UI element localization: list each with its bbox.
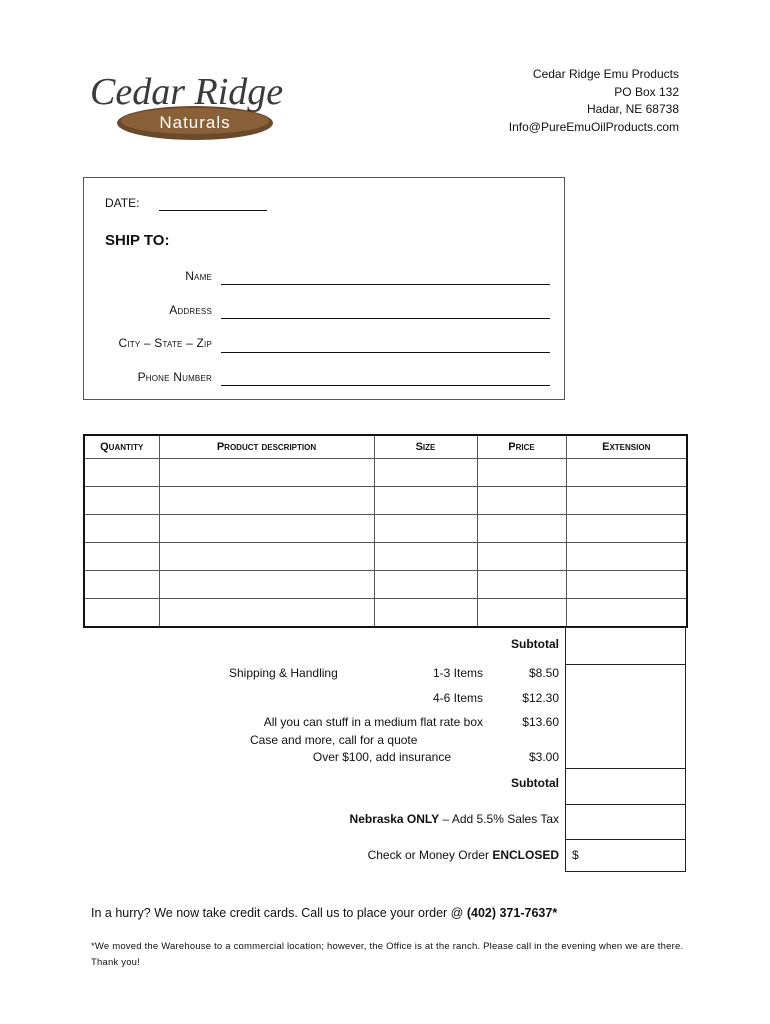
tier-1-label: 1-3 Items — [432, 666, 483, 680]
ship-to-heading: SHIP TO: — [105, 232, 170, 249]
phone-number-label: Phone Number — [137, 370, 212, 384]
extension-cell[interactable] — [566, 599, 687, 628]
size-cell[interactable] — [374, 487, 477, 515]
size-cell[interactable] — [374, 459, 477, 487]
table-row — [84, 599, 687, 628]
sales-tax-label — [350, 812, 559, 826]
logo-text-naturals: Naturals — [159, 113, 231, 132]
size-cell[interactable] — [374, 599, 477, 628]
divider — [566, 839, 685, 840]
hurry-text: In a hurry? We now take credit cards. Call us to place your order @ — [91, 906, 467, 920]
price-cell[interactable] — [477, 459, 566, 487]
date-label: DATE: — [105, 196, 140, 210]
tier-2-price: $12.30 — [522, 691, 559, 705]
tier-3-price: $13.60 — [522, 715, 559, 729]
table-row — [84, 487, 687, 515]
size-cell[interactable] — [374, 543, 477, 571]
order-phone: (402) 371-7637 — [466, 906, 553, 920]
warehouse-note: *We moved the Warehouse to a commercial location; however, the Office is at the ranch. Please call in the evening when we are there. Thank you! — [91, 941, 684, 968]
extension-cell[interactable] — [566, 571, 687, 599]
company-po-box: PO Box 132 — [614, 84, 679, 99]
quantity-cell[interactable] — [84, 543, 159, 571]
tier-3-label: All you can stuff in a medium flat rate box — [263, 715, 483, 729]
check-enclosed-label — [368, 848, 559, 862]
totals-column — [565, 627, 686, 872]
size-cell[interactable] — [374, 571, 477, 599]
extension-cell[interactable] — [566, 487, 687, 515]
address-field[interactable] — [221, 318, 550, 319]
table-row — [84, 515, 687, 543]
description-cell[interactable] — [159, 459, 374, 487]
price-cell[interactable] — [477, 515, 566, 543]
size-cell[interactable] — [374, 515, 477, 543]
price-cell[interactable] — [477, 599, 566, 628]
header-price: Price — [477, 435, 566, 459]
check-enclosed-bold: ENCLOSED — [492, 848, 559, 862]
quantity-cell[interactable] — [84, 571, 159, 599]
description-cell[interactable] — [159, 599, 374, 628]
sales-tax-rate: – Add 5.5% Sales Tax — [439, 812, 559, 826]
price-cell[interactable] — [477, 487, 566, 515]
address-label: Address — [169, 303, 212, 317]
sales-tax-state: Nebraska ONLY — [349, 812, 440, 826]
logo-text-cedar-ridge: Cedar Ridge — [90, 71, 284, 113]
sales-tax-field[interactable] — [566, 805, 685, 839]
quantity-cell[interactable] — [84, 487, 159, 515]
subtotal-label: Subtotal — [511, 637, 559, 651]
city-state-zip-field[interactable] — [221, 352, 550, 353]
tier-2-label: 4-6 Items — [432, 691, 483, 705]
company-address — [509, 66, 679, 136]
extension-cell[interactable] — [566, 459, 687, 487]
company-logo — [88, 66, 308, 146]
date-field[interactable] — [159, 210, 267, 211]
subtotal-field[interactable] — [566, 628, 685, 664]
tier-1-price: $8.50 — [528, 666, 559, 680]
city-state-zip-label: City – State – Zip — [118, 336, 212, 350]
header-product-description: Product description — [159, 435, 374, 459]
shipping-field[interactable] — [566, 665, 685, 768]
price-cell[interactable] — [477, 571, 566, 599]
name-label: Name — [185, 269, 212, 283]
table-header-row — [84, 435, 687, 459]
description-cell[interactable] — [159, 543, 374, 571]
description-cell[interactable] — [159, 571, 374, 599]
header-quantity: Quantity — [84, 435, 159, 459]
table-row — [84, 543, 687, 571]
insurance-price: $3.00 — [528, 750, 559, 764]
company-city: Hadar, NE 68738 — [586, 102, 679, 116]
subtotal-2-label: Subtotal — [511, 776, 559, 790]
phone-number-field[interactable] — [221, 385, 550, 386]
shipping-handling-label: Shipping & Handling — [229, 666, 338, 680]
quantity-cell[interactable] — [84, 599, 159, 628]
price-cell[interactable] — [477, 543, 566, 571]
company-name: Cedar Ridge Emu Products — [532, 67, 679, 81]
subtotal-2-field[interactable] — [566, 769, 685, 804]
check-label-text: Check or Money Order — [367, 848, 493, 862]
insurance-label: Over $100, add insurance — [312, 750, 451, 764]
order-items-table — [83, 434, 688, 628]
description-cell[interactable] — [159, 515, 374, 543]
table-row — [84, 459, 687, 487]
header-size: Size — [374, 435, 477, 459]
quantity-cell[interactable] — [84, 515, 159, 543]
extension-cell[interactable] — [566, 543, 687, 571]
case-quote-label: Case and more, call for a quote — [250, 733, 418, 747]
name-field[interactable] — [221, 284, 550, 285]
ship-to-box — [83, 177, 565, 400]
quantity-cell[interactable] — [84, 459, 159, 487]
company-email: Info@PureEmuOilProducts.com — [508, 119, 679, 134]
header-extension: Extension — [566, 435, 687, 459]
phone-star: * — [552, 906, 558, 920]
enclosed-amount-field[interactable]: $ — [572, 848, 579, 862]
extension-cell[interactable] — [566, 515, 687, 543]
description-cell[interactable] — [159, 487, 374, 515]
table-row — [84, 571, 687, 599]
credit-card-notice — [91, 906, 557, 920]
